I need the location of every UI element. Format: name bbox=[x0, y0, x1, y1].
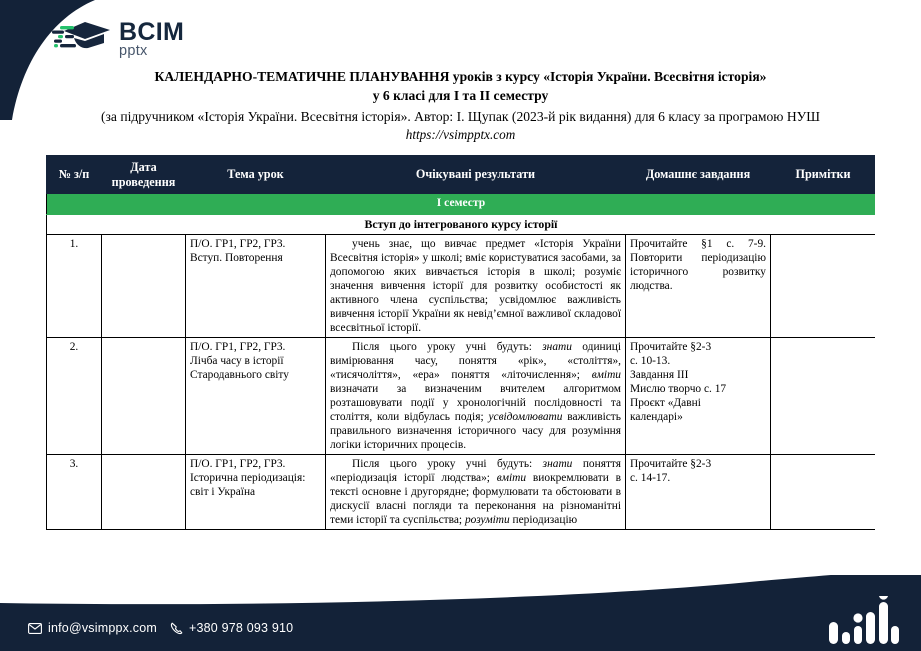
cell-topic bbox=[186, 235, 326, 338]
semester-band-row bbox=[47, 194, 876, 214]
results-emphasis: усвідомлювати bbox=[488, 411, 563, 424]
homework-line: с. 10-13. bbox=[630, 355, 671, 368]
footer-band bbox=[0, 575, 921, 651]
cell-number: 1. bbox=[47, 235, 102, 338]
cell-topic bbox=[186, 455, 326, 530]
results-segment: одиниці вимірювання часу, поняття «рік», «століття», «тисячоліття», «ера» поняття «літочислення»; bbox=[330, 341, 622, 382]
cell-notes bbox=[771, 235, 876, 338]
cell-notes bbox=[771, 338, 876, 455]
cell-homework: Прочитайте §1 с. 7-9. Повторити періодизацію історичного розвитку людства. bbox=[626, 235, 771, 338]
cell-homework bbox=[626, 455, 771, 530]
table-row bbox=[47, 455, 876, 530]
cell-expected-results bbox=[326, 455, 626, 530]
results-emphasis: знати bbox=[542, 341, 572, 354]
calendar-plan-table bbox=[46, 155, 875, 530]
homework-line: с. 14-17. bbox=[630, 472, 671, 485]
results-segment: періодизацію bbox=[509, 514, 578, 527]
document-title-block bbox=[0, 68, 921, 144]
table-row bbox=[47, 235, 876, 338]
table-header-row bbox=[47, 156, 876, 194]
results-emphasis: знати bbox=[542, 458, 573, 471]
phone-icon bbox=[170, 622, 183, 635]
homework-line: Прочитайте §2-3 bbox=[630, 458, 712, 471]
topic-line: П/О. ГР1, ГР2, ГР3. bbox=[190, 238, 286, 251]
title-line-3: (за підручником «Історія України. Всесвітня історія». Автор: І. Щупак (2023-й рік видання) для 6 класу за програмою НУШ bbox=[100, 108, 820, 124]
results-emphasis: вміти bbox=[591, 369, 621, 382]
results-segment: виокремлювати в тексті основне і другорядне; формулювати та обстоювати в дискусії власні погляди та переконання на різноманітні теми історії та суспільства; bbox=[330, 472, 621, 527]
cell-notes bbox=[771, 455, 876, 530]
cell-date bbox=[102, 235, 186, 338]
column-header-number: № з/п bbox=[47, 156, 102, 194]
results-segment: Після цього уроку учні будуть: bbox=[352, 341, 543, 354]
title-line-2: у 6 класі для І та ІІ семестру bbox=[372, 87, 549, 103]
cell-homework bbox=[626, 338, 771, 455]
section-band-row bbox=[47, 214, 876, 235]
semester-band-label: І семестр bbox=[47, 194, 876, 214]
brand-logo bbox=[52, 18, 184, 60]
logo-main-text: BCIM bbox=[119, 17, 185, 46]
cell-number: 3. bbox=[47, 455, 102, 530]
cell-topic bbox=[186, 338, 326, 455]
results-segment: важливість правильного визначення історичного часу для розуміння логіки історичних процесів. bbox=[330, 411, 621, 452]
homework-line: Завдання ІІІ bbox=[630, 369, 689, 382]
column-header-notes: Примітки bbox=[771, 156, 876, 194]
topic-line: Лічба часу в історії bbox=[190, 355, 284, 368]
results-segment: поняття «періодизація історії людства»; bbox=[330, 458, 621, 485]
title-line-1: КАЛЕНДАРНО-ТЕМАТИЧНЕ ПЛАНУВАННЯ уроків з курсу «Історія України. Всесвітня історія» bbox=[154, 69, 767, 84]
calendar-plan-table-wrapper bbox=[46, 155, 875, 573]
footer-phone[interactable] bbox=[170, 621, 293, 635]
footer-email-text: info@vsimppx.com bbox=[48, 621, 157, 635]
table-row bbox=[47, 338, 876, 455]
results-segment: Після цього уроку учні будуть: bbox=[352, 458, 543, 471]
column-header-topic: Тема урок bbox=[186, 156, 326, 194]
column-header-date: Дата проведення bbox=[102, 156, 186, 194]
results-segment: визначати за визначеним вчителем алгоритмом розташовувати події у хронологічній послідовності та століття, коли відбулась подія; bbox=[330, 383, 621, 424]
footer-phone-text: +380 978 093 910 bbox=[188, 621, 294, 635]
topic-line: світ і Україна bbox=[190, 486, 256, 499]
bar-chart-decoration-icon bbox=[827, 596, 899, 649]
cell-date bbox=[102, 338, 186, 455]
cell-expected-results: учень знає, що вивчає предмет «Історія України Всесвітня історія» у школі; вміє користуватися засобами, за допомогою яких вивчається історія в школі; розуміє значення вивчення історії для розвитку особистості як активного члена суспільства; усвідомлює важливість вивчення історії України як невід’ємної важливої складової всесвітньої історії. bbox=[326, 235, 626, 338]
topic-line: Вступ. Повторення bbox=[190, 252, 283, 265]
envelope-icon bbox=[28, 623, 42, 634]
title-source-url: https://vsimpptx.com bbox=[405, 126, 516, 142]
cell-expected-results bbox=[326, 338, 626, 455]
footer-contact-info bbox=[28, 621, 293, 635]
graduation-cap-logo-icon bbox=[52, 18, 112, 60]
footer-email[interactable] bbox=[28, 621, 157, 635]
cell-number: 2. bbox=[47, 338, 102, 455]
column-header-homework: Домашнє завдання bbox=[626, 156, 771, 194]
homework-line: Прочитайте §2-3 bbox=[630, 341, 712, 354]
section-band-label: Вступ до інтегрованого курсу історії bbox=[47, 214, 876, 235]
topic-line: П/О. ГР1, ГР2, ГР3. bbox=[190, 458, 286, 471]
results-emphasis: розуміти bbox=[464, 514, 510, 527]
logo-sub-text: pptx bbox=[119, 42, 148, 59]
cell-date bbox=[102, 455, 186, 530]
topic-line: Стародавнього світу bbox=[190, 369, 289, 382]
homework-line: Проєкт «Давні bbox=[630, 397, 701, 410]
topic-line: Історична періодизація: bbox=[190, 472, 306, 485]
homework-line: календарі» bbox=[630, 411, 683, 424]
topic-line: П/О. ГР1, ГР2, ГР3. bbox=[190, 341, 286, 354]
column-header-results: Очікувані результати bbox=[326, 156, 626, 194]
homework-line: Мислю творчо с. 17 bbox=[630, 383, 727, 396]
results-emphasis: вміти bbox=[496, 472, 527, 485]
